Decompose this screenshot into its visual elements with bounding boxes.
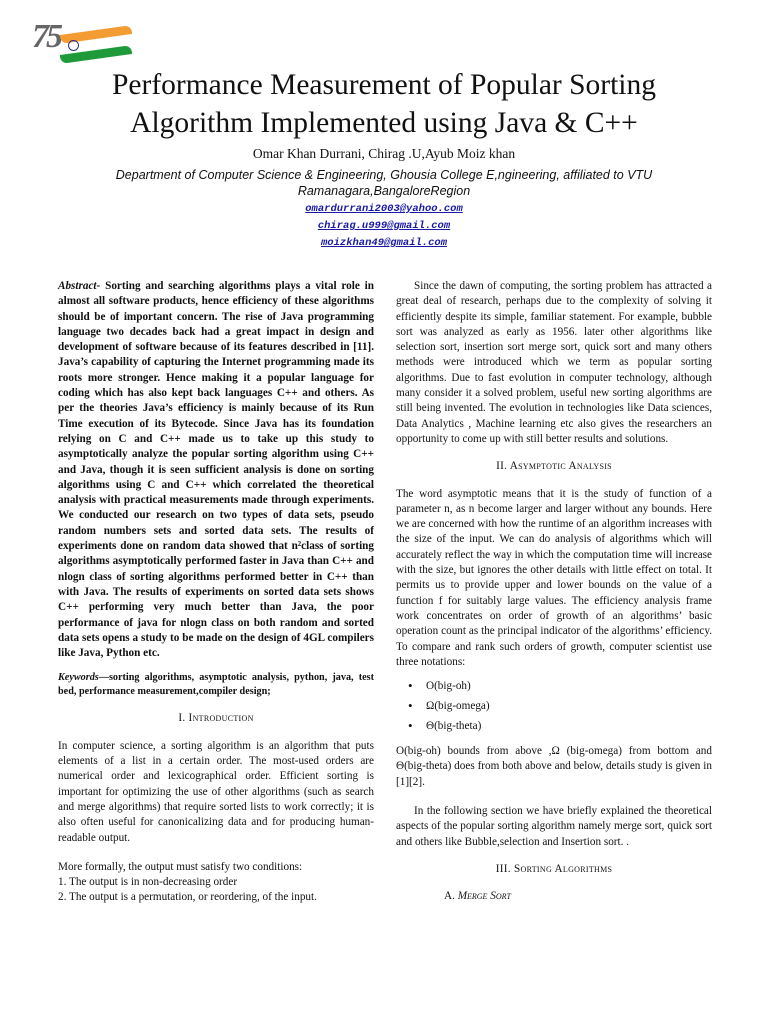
bounds-paragraph: O(big-oh) bounds from above ,Ω (big-omega) from bottom and Θ(big-theta) does from both above and below, details study is given in [1][2]. [396, 745, 712, 788]
keywords-text: —sorting algorithms, asymptotic analysis, python, java, test bed, performance measurement,compiler design; [58, 672, 374, 698]
paper-title: Performance Measurement of Popular Sorting Algorithm Implemented using Java & C++ [112, 69, 656, 139]
email-link[interactable]: chirag.u999@gmail.com [317, 220, 451, 232]
email-list [60, 201, 708, 252]
affiliation: Department of Computer Science & Engineering, Ghousia College E,ngineering, affiliated to VTU Ramanagara,BangaloreRegion [115, 168, 653, 198]
section-heading-sorting: III. Sorting Algorithms [495, 862, 613, 875]
asymptotic-paragraph: The word asymptotic means that it is the study of function of a parameter n, as n become larger and larger without any bounds. Here we are concerned with how the runtime of an algorithm increases with the size of the input. We can do analysis of algorithms which will accurately reflect the way in which the computation time will increase with the size, but ignores the other details with little effect on total. It permits us to provide upper and lower bounds on the value of a function f for suitably large values. The efficiency analysis frame work concentrates on order of growth of an algorithms’ basic operation count as the principal indicator of the algorithms’ efficiency. To compare and rank such orders of growth, computer scientist use three notations: [396, 487, 712, 668]
sorting-history-paragraph: Since the dawn of computing, the sorting problem has attracted a great deal of research, perhaps due to the complexity of solving it efficiently despite its simple, familiar statement. For example, bubble sort was analyzed as early as 1956. later other algorithms like selection sort, insertion sort merge sort, quick sort and many others methods were introduced which we term as popular sorting algorithms. Due to fast evolution in computer technology, although many consider it a solved problem, useful new sorting algorithms are still being invented. The evolution in technologies like Data sciences, Data Analytics , Machine learning etc also gives the researchers an opportunity to come up with still better results and solutions. [396, 280, 712, 445]
section-heading-introduction: I. Introduction [178, 712, 254, 725]
keywords-label: Keywords [58, 672, 99, 684]
logo-number: 75 [32, 18, 60, 55]
conditions-line: More formally, the output must satisfy two conditions: [58, 860, 303, 873]
left-column [58, 279, 374, 906]
notation-list [396, 676, 712, 736]
subsection-number: A. [444, 890, 455, 903]
list-item: • O(big-oh) [426, 676, 712, 696]
keywords [58, 671, 374, 699]
right-column [396, 279, 712, 905]
conditions-paragraph [58, 860, 374, 906]
section-heading-asymptotic: II. Asymptotic Analysis [496, 460, 612, 473]
abstract-lead: Abstract- [58, 280, 106, 292]
anniversary-logo [30, 18, 134, 64]
email-link[interactable]: moizkhan49@gmail.com [320, 237, 448, 249]
subsection-heading-merge-sort [396, 889, 712, 904]
conditions-line: 1. The output is in non-decreasing order [58, 876, 238, 889]
flag-icon [60, 30, 132, 62]
list-item: • Ω(big-omega) [426, 696, 712, 716]
email-link[interactable]: omardurrani2003@yahoo.com [305, 203, 463, 215]
section-intro-paragraph: In the following section we have briefly explained the theoretical aspects of the popular sorting algorithm namely merge sort, quick sort and others like Bubble,selection and Insertion sort. . [396, 805, 712, 848]
abstract [58, 279, 374, 661]
conditions-line: 2. The output is a permutation, or reordering, of the input. [58, 891, 317, 904]
list-item: • Θ(big-theta) [426, 716, 712, 736]
abstract-text: Sorting and searching algorithms plays a vital role in almost all software products, hence efficiency of these algorithms should be of important concern. The rise of Java programming language two decades back had a great impact in design and development of software because of its features described in [11]. Java’s capability of capturing the Internet programming made its roots more stronger. Hence making it a popular language for coding which has also kept back languages C++ and others. As per the theories Java’s efficiency is mainly because of its Run Time execution of its Bytecode. Since Java has its foundation relying on C and C++ made us to take up this study to asymptotically analyze the popular sorting algorithm using C++ and Java, though it is seen sufficient analysis is done on sorting algorithms using C and C++ which correlated the theoretical analysis with practical measurements made through experiments. We conducted our research on two types of data sets, pseudo random numbers sets and sorted data sets. The results of experiments done on random data showed that n²class of sorting algorithms asymptotically performed faster in Java than C++ and nlogn class of sorting algorithms performed better in C++ than with Java. The results of experiments on sorted data sets shows C++ performing very much better than Java, the poor performance of java for nlogn class on both random and sorted data sets opens a study to be made on the design of 4GL compilers like Java, Python etc. [58, 280, 374, 660]
author-list: Omar Khan Durrani, Chirag .U,Ayub Moiz khan [252, 146, 516, 161]
subsection-title: Merge Sort [457, 890, 511, 903]
intro-paragraph: In computer science, a sorting algorithm is an algorithm that puts elements of a list in a certain order. The most-used orders are numerical order and lexicographical order. Efficient sorting is important for optimizing the use of other algorithms (such as search and merge algorithms) that require sorted lists to work correctly; it is also often useful for canonicalizing data and for producing human-readable output. [58, 739, 374, 844]
